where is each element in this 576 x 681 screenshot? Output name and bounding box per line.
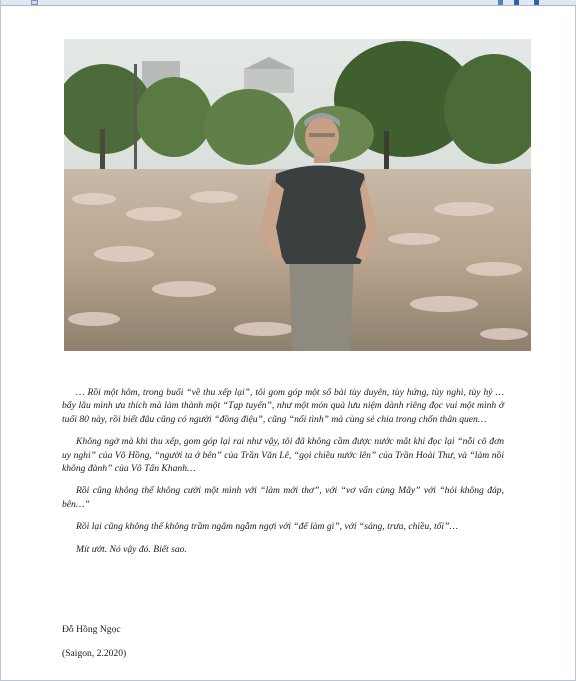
paragraph-1: … Rồi một hôm, trong buổi “về thu xếp lại”, tôi gom góp một số bài tùy duyên, tùy hứng, tùy nghi, tùy hỷ … bấy lâu mình ưa thích mà làm thành một “Tạp tuyển”, như một món quà lưu niệm dành riêng đọc vui một mình ở tuổi 80 này, rồi biết đâu cũng có người “đồng điệu”, cũng “nổi tình” mà cùng sẻ chia trong chốn thân quen… bbox=[62, 387, 504, 425]
paragraph-3: Rồi cũng không thể không cười một mình với “làm mới thơ”, với “vơ vẩn cùng Mây” với “hỏi không đáp, bên…” bbox=[62, 485, 504, 510]
photo-illustration bbox=[64, 39, 531, 351]
paragraph-2: Không ngờ mà khi thu xếp, gom góp lại rai như vậy, tôi đã không cầm được nước mắt khi đọc lại “nỗi cô đơn uy nghi” của Võ Hồng, “người ta ở bên” của Trần Văn Lê, “gọi chiều nước lên” của Trần Hoài Thư, và “làm nồi không đành” của Võ Tấn Khanh… bbox=[62, 436, 504, 475]
left-indent-marker[interactable] bbox=[31, 0, 38, 5]
right-margin-marker[interactable] bbox=[534, 0, 539, 5]
document-body[interactable] bbox=[62, 386, 504, 565]
right-indent-marker[interactable] bbox=[514, 0, 519, 5]
signature-date: (Saigon, 2.2020) bbox=[62, 648, 127, 659]
horizontal-ruler[interactable] bbox=[1, 0, 576, 6]
ruler-tab-marker[interactable] bbox=[498, 0, 503, 5]
paragraph-4: Rồi lại cũng không thể không trầm ngâm ngẫm ngợi với “để làm gì”, với “sáng, trưa, chiều, tối”… bbox=[76, 521, 458, 533]
document-photo bbox=[64, 39, 531, 351]
paragraph-5: Mít ướt. Nó vậy đó. Biết sao. bbox=[76, 543, 187, 555]
signature-name: Đỗ Hồng Ngọc bbox=[62, 624, 121, 635]
